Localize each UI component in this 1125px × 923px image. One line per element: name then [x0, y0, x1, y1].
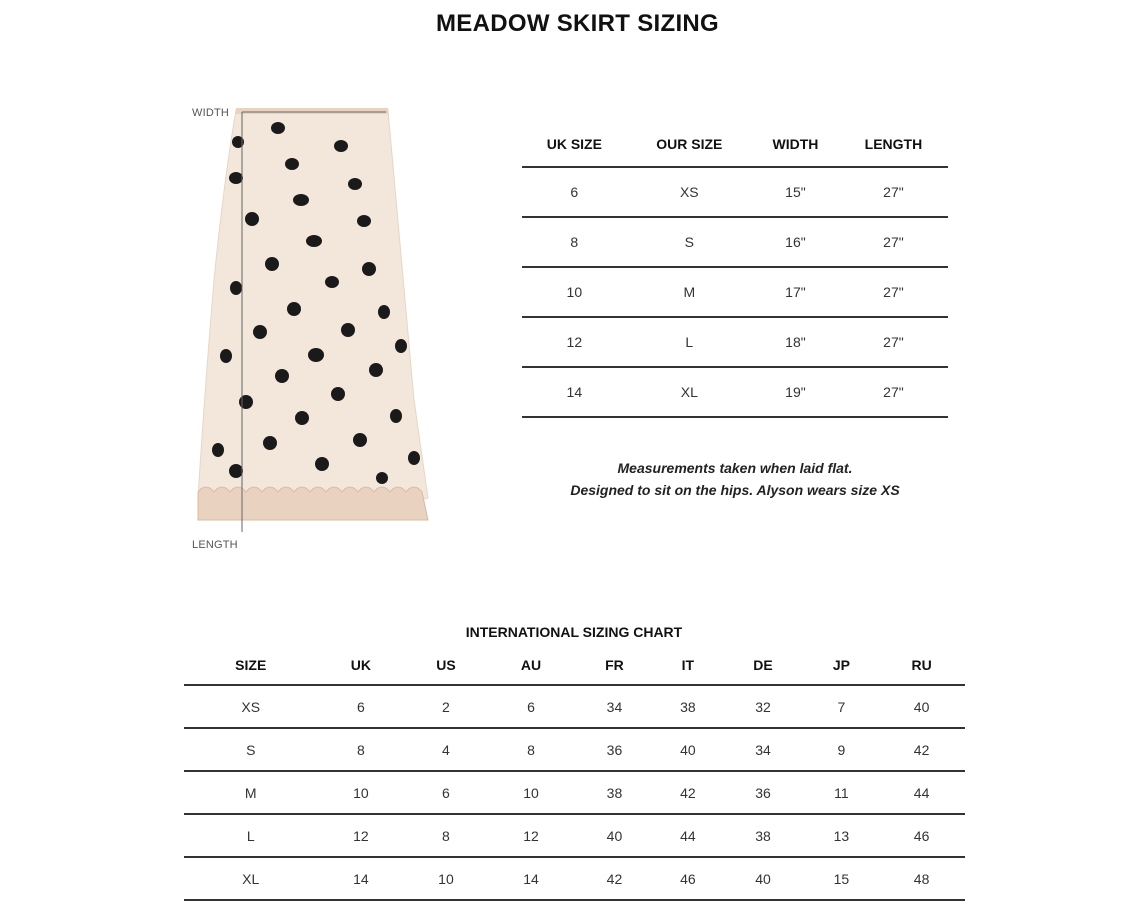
table-row: [184, 814, 965, 857]
table-cell: 36: [574, 728, 654, 771]
table-cell: 19": [752, 367, 839, 417]
table-cell: 34: [721, 728, 804, 771]
page-title: MEADOW SKIRT SIZING: [435, 10, 720, 37]
table-cell: 38: [721, 814, 804, 857]
table-cell: 4: [404, 728, 487, 771]
table-cell: 6: [522, 167, 627, 217]
table-cell: 14: [317, 857, 404, 900]
intl-header-row: [184, 646, 965, 685]
table-cell: 11: [805, 771, 878, 814]
ruffle-hem: [198, 487, 428, 520]
table-cell: XL: [627, 367, 752, 417]
length-label: LENGTH: [192, 539, 238, 551]
table-cell: 8: [317, 728, 404, 771]
table-cell: 6: [488, 685, 575, 728]
notes-line-2: Designed to sit on the hips. Alyson wears size XS: [570, 482, 900, 498]
header-it: IT: [654, 646, 721, 685]
table-cell: 27": [839, 317, 948, 367]
table-cell: 44: [878, 771, 965, 814]
table-cell: 27": [839, 367, 948, 417]
size-table: [522, 122, 948, 418]
measurement-notes: [522, 457, 948, 501]
table-row: [522, 317, 948, 367]
table-cell: 38: [574, 771, 654, 814]
table-cell: 48: [878, 857, 965, 900]
notes-line-1: Measurements taken when laid flat.: [617, 460, 853, 476]
table-cell: 42: [654, 771, 721, 814]
table-cell: 40: [574, 814, 654, 857]
table-cell: 10: [404, 857, 487, 900]
table-row: [522, 217, 948, 267]
table-cell: 46: [878, 814, 965, 857]
header-jp: JP: [805, 646, 878, 685]
table-cell: M: [627, 267, 752, 317]
table-cell: XS: [184, 685, 317, 728]
header-uk: UK: [317, 646, 404, 685]
table-cell: 34: [574, 685, 654, 728]
header-length: LENGTH: [839, 122, 948, 167]
table-cell: 8: [522, 217, 627, 267]
table-cell: 44: [654, 814, 721, 857]
table-cell: M: [184, 771, 317, 814]
table-cell: 27": [839, 217, 948, 267]
table-cell: 2: [404, 685, 487, 728]
table-row: [184, 685, 965, 728]
skirt-illustration: [188, 100, 438, 560]
table-cell: 14: [488, 857, 575, 900]
table-cell: 46: [654, 857, 721, 900]
table-cell: 18": [752, 317, 839, 367]
table-cell: 10: [317, 771, 404, 814]
table-cell: 38: [654, 685, 721, 728]
header-our-size: OUR SIZE: [627, 122, 752, 167]
table-cell: 15: [805, 857, 878, 900]
skirt-shape: [198, 110, 428, 512]
table-cell: 7: [805, 685, 878, 728]
header-us: US: [404, 646, 487, 685]
header-de: DE: [721, 646, 804, 685]
table-row: [184, 857, 965, 900]
table-cell: L: [184, 814, 317, 857]
intl-chart-title: INTERNATIONAL SIZING CHART: [465, 624, 683, 640]
table-cell: 8: [404, 814, 487, 857]
table-cell: 40: [721, 857, 804, 900]
table-cell: 12: [488, 814, 575, 857]
table-cell: 10: [522, 267, 627, 317]
table-cell: 6: [404, 771, 487, 814]
table-cell: 12: [317, 814, 404, 857]
header-uk-size: UK SIZE: [522, 122, 627, 167]
header-size: SIZE: [184, 646, 317, 685]
table-cell: 40: [654, 728, 721, 771]
table-cell: 27": [839, 267, 948, 317]
table-row: [522, 167, 948, 217]
width-label: WIDTH: [192, 107, 230, 119]
table-cell: 14: [522, 367, 627, 417]
table-row: [184, 771, 965, 814]
table-cell: 10: [488, 771, 575, 814]
intl-sizing-table: [184, 646, 965, 901]
table-cell: S: [184, 728, 317, 771]
table-cell: 42: [878, 728, 965, 771]
table-cell: 36: [721, 771, 804, 814]
table-cell: 13: [805, 814, 878, 857]
table-row: [184, 728, 965, 771]
header-au: AU: [488, 646, 575, 685]
table-cell: 42: [574, 857, 654, 900]
table-cell: 32: [721, 685, 804, 728]
table-cell: S: [627, 217, 752, 267]
table-cell: 12: [522, 317, 627, 367]
skirt-diagram: [188, 100, 438, 560]
header-width: WIDTH: [752, 122, 839, 167]
table-row: [522, 267, 948, 317]
table-cell: 16": [752, 217, 839, 267]
header-ru: RU: [878, 646, 965, 685]
waistband: [236, 108, 388, 114]
table-cell: 27": [839, 167, 948, 217]
header-fr: FR: [574, 646, 654, 685]
table-cell: 17": [752, 267, 839, 317]
table-cell: L: [627, 317, 752, 367]
table-cell: 6: [317, 685, 404, 728]
size-table-header-row: [522, 122, 948, 167]
table-row: [522, 367, 948, 417]
table-cell: XS: [627, 167, 752, 217]
table-cell: XL: [184, 857, 317, 900]
table-cell: 9: [805, 728, 878, 771]
table-cell: 8: [488, 728, 575, 771]
table-cell: 15": [752, 167, 839, 217]
table-cell: 40: [878, 685, 965, 728]
